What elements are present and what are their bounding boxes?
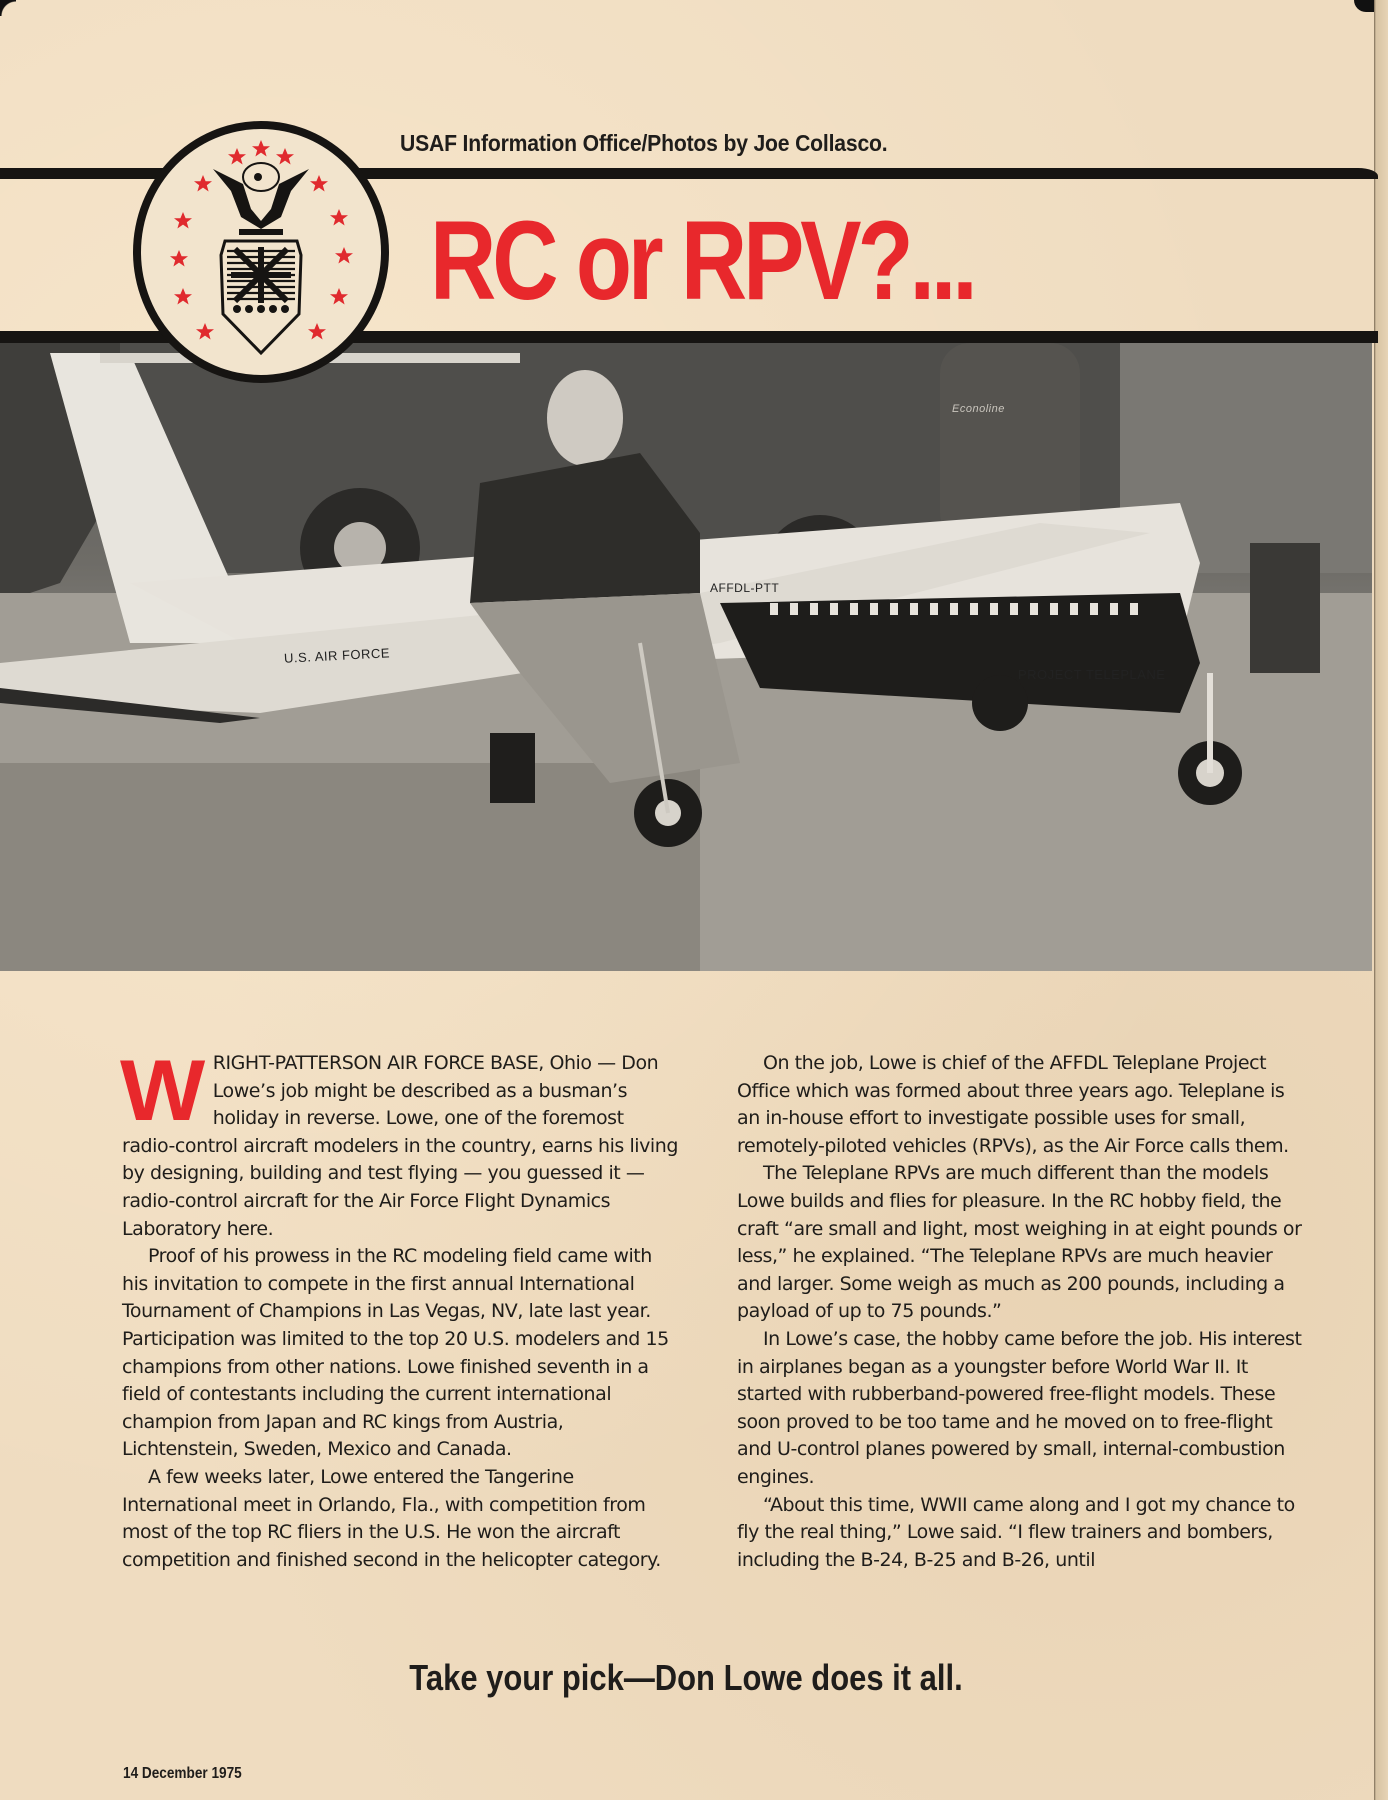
tail-marking-label: U.S. AIR FORCE — [283, 645, 391, 666]
paragraph: “About this time, WWII came along and I got my chance to fly the real thing,” Lowe said. “I flew trainers and bombers, including the B-24, B-25 and B-26, until — [737, 1493, 1295, 1571]
fuselage-name-label: PROJECT TELEPLANE — [1018, 667, 1166, 682]
drop-cap: W — [119, 1043, 205, 1139]
paragraph: In Lowe’s case, the hobby came before the job. His interest in airplanes began as a youngster before World War II. It started with rubberband-powered free-flight models. These soon proved to be too tame and he moved on to free-flight and U-control planes powered by small, internal-combustion engines. — [737, 1327, 1302, 1488]
van-script-label: Econoline — [952, 403, 1005, 415]
paragraph: A few weeks later, Lowe entered the Tangerine International meet in Orlando, Fla., with competition from most of the top RC fliers in the U.S. He won the aircraft competition and finished second in the helicopter category. — [122, 1465, 661, 1571]
article-column-left — [119, 1043, 682, 1574]
paragraph-text: RIGHT-PATTERSON AIR FORCE BASE, Ohio — Don Lowe’s job might be described as a busman’s holiday in reverse. Lowe, one of the foremost radio-control aircraft modelers in the country, earns his living by designing, building and test flying — you guessed it — radio-control aircraft for the Air Force Flight Dynamics Laboratory here. — [122, 1052, 678, 1240]
paragraph: The Teleplane RPVs are much different than the models Lowe builds and flies for pleasure. In the RC hobby field, the craft “are small and light, most weighing in at eight pounds or less,” he explained. “The Teleplane RPVs are much heavier and larger. Some weigh as much as 200 pounds, including a payload of up to 75 pounds.” — [737, 1162, 1302, 1323]
photo-credit: USAF Information Office/Photos by Joe Collasco. — [400, 130, 888, 156]
page-gutter-edge — [1374, 0, 1388, 1800]
usaf-seal-icon — [141, 129, 381, 375]
fuselage-code-label: AFFDL-PTT — [710, 581, 780, 595]
paragraph: Proof of his prowess in the RC modeling field came with his invitation to compete in the first annual International Tournament of Champions in Las Vegas, NV, late last year. Participation was limited to the top 20 U.S. modelers and 15 champions from other nations. Lowe finished seventh in a field of contestants including the current international champion from Japan and RC kings from Austria, Lichtenstein, Sweden, Mexico and Canada. — [122, 1245, 669, 1461]
paragraph — [119, 1043, 682, 1243]
article-photo — [0, 343, 1372, 971]
article-title: RC or RPV?... — [430, 198, 974, 323]
page-folio: 14 December 1975 — [123, 1765, 242, 1782]
page-corner — [0, 0, 16, 16]
paragraph: On the job, Lowe is chief of the AFFDL Teleplane Project Office which was formed about three years ago. Teleplane is an in-house effort to investigate possible uses for small, remotely-piloted vehicles (RPVs), as the Air Force calls them. — [737, 1052, 1289, 1157]
pull-quote: Take your pick—Don Lowe does it all. — [409, 1657, 963, 1698]
usaf-seal-emblem — [133, 121, 389, 383]
article-column-right — [737, 1050, 1307, 1574]
rpv-photo-illustration — [0, 343, 1372, 971]
